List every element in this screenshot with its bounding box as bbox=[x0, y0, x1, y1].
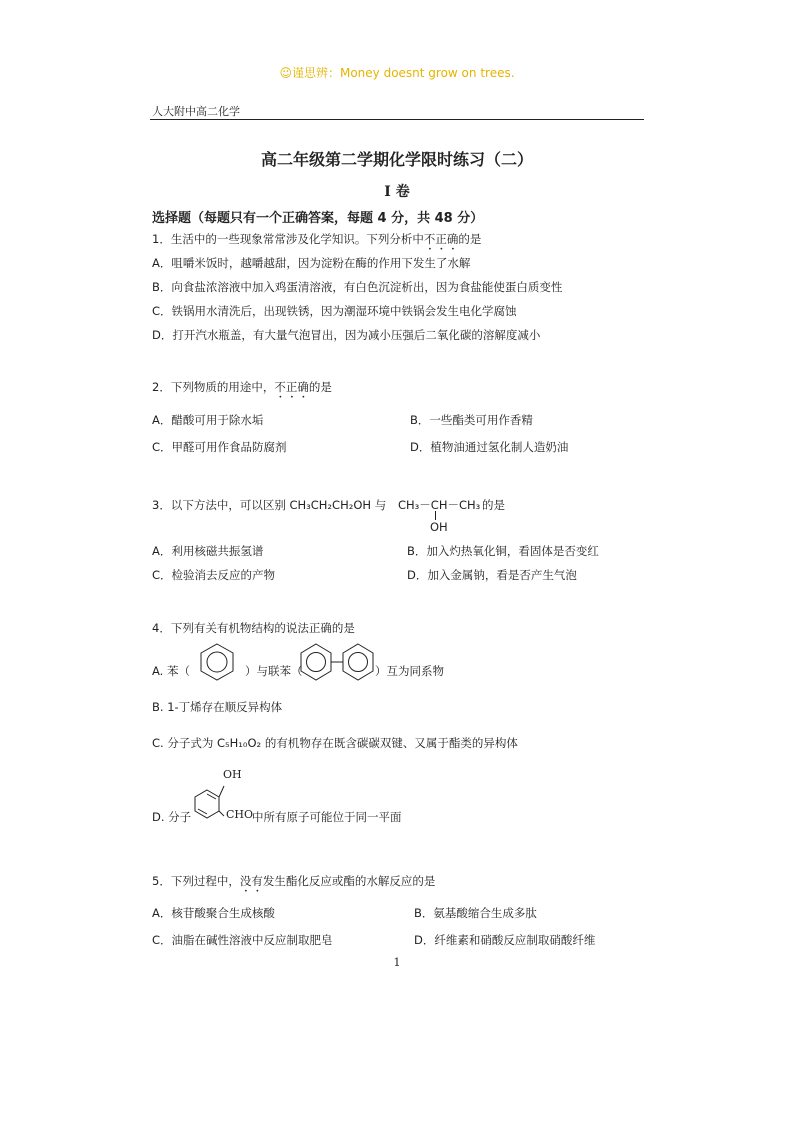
section-heading: 选择题（每题只有一个正确答案，每题 4 分，共 48 分） bbox=[152, 211, 484, 226]
q3-option-c: C．检验消去反应的产物 bbox=[152, 568, 276, 582]
biphenyl-structure bbox=[296, 640, 380, 684]
q4-stem: 4．下列有关有机物结构的说法正确的是 bbox=[152, 621, 355, 635]
q5-option-a: A．核苷酸聚合生成核酸 bbox=[152, 906, 275, 920]
q1-stem: 1．生活中的一些现象常常涉及化学知识。下列分析中不正确的是 bbox=[152, 232, 482, 246]
benzene-structure bbox=[194, 640, 240, 684]
q5-option-c: C．油脂在碱性溶液中反应制取肥皂 bbox=[152, 933, 333, 947]
page-title: 高二年级第二学期化学限时练习（二） bbox=[260, 150, 533, 169]
page-header: 人大附中高二化学 bbox=[152, 105, 240, 118]
q2-option-a: A．醋酸可用于除水垢 bbox=[152, 413, 264, 427]
q3-stem-a: 3．以下方法中，可以区别 CH₃CH₂CH₂OH 与 bbox=[152, 498, 387, 512]
q3-option-d: D．加入金属钠，看是否产生气泡 bbox=[407, 568, 577, 582]
q5-option-d: D．纤维素和硝酸反应制取硝酸纤维 bbox=[414, 933, 596, 947]
page-number: 1 bbox=[393, 956, 401, 969]
q2-option-c: C．甲醛可用作食品防腐剂 bbox=[152, 440, 287, 454]
q1-option-d: D．打开汽水瓶盖，有大量气泡冒出，因为减小压强后二氧化碳的溶解度减小 bbox=[152, 328, 541, 342]
q5-option-b: B．氨基酸缩合生成多肽 bbox=[414, 906, 537, 920]
q4-option-a-part2: ）与联苯（ bbox=[245, 664, 303, 678]
q2-stem: 2．下列物质的用途中，不正确的是 bbox=[152, 380, 332, 394]
q3-bond-line bbox=[435, 511, 436, 520]
watermark: ☺谨思辨：Money doesnt grow on trees. bbox=[279, 66, 515, 80]
q4-option-d-part2: 中所有原子可能位于同一平面 bbox=[252, 810, 402, 824]
q1-option-c: C．铁锅用水清洗后，出现铁锈，因为潮湿环境中铁锅会发生电化学腐蚀 bbox=[152, 304, 517, 318]
q1-option-a: A．咀嚼米饭时，越嚼越甜，因为淀粉在酶的作用下发生了水解 bbox=[152, 256, 471, 270]
q3-structural-formula: CH₃－CH－CH₃ bbox=[398, 498, 481, 512]
q5-stem: 5．下列过程中，没有发生酯化反应或酯的水解反应的是 bbox=[152, 874, 436, 888]
q2-option-d: D．植物油通过氢化制人造奶油 bbox=[410, 440, 569, 454]
salicylaldehyde-ring bbox=[193, 782, 227, 822]
q4-option-b: B. 1-丁烯存在顺反异构体 bbox=[152, 700, 283, 714]
q3-option-a: A．利用核磁共振氢谱 bbox=[152, 544, 264, 558]
q4-option-c: C. 分子式为 C₅H₁₀O₂ 的有机物存在既含碳碳双键、又属于酯类的异构体 bbox=[152, 736, 518, 750]
q1-option-b: B．向食盐浓溶液中加入鸡蛋清溶液，有白色沉淀析出，因为食盐能使蛋白质变性 bbox=[152, 280, 563, 294]
volume-label: I 卷 bbox=[384, 184, 410, 200]
q4-option-a-part1: A. 苯（ bbox=[152, 664, 190, 678]
q4-option-a-part3: ）互为同系物 bbox=[375, 664, 444, 678]
q4-d-oh-label: OH bbox=[223, 768, 242, 781]
q3-option-b: B．加入灼热氧化铜，看固体是否变红 bbox=[407, 544, 599, 558]
q3-oh-group: OH bbox=[430, 520, 448, 534]
q4-d-cho-label: CHO bbox=[226, 808, 254, 821]
q2-option-b: B．一些酯类可用作香精 bbox=[410, 413, 533, 427]
header-rule bbox=[150, 119, 644, 120]
q4-option-d-part1: D. 分子 bbox=[152, 810, 192, 824]
q3-stem-b: 的是 bbox=[482, 498, 505, 512]
